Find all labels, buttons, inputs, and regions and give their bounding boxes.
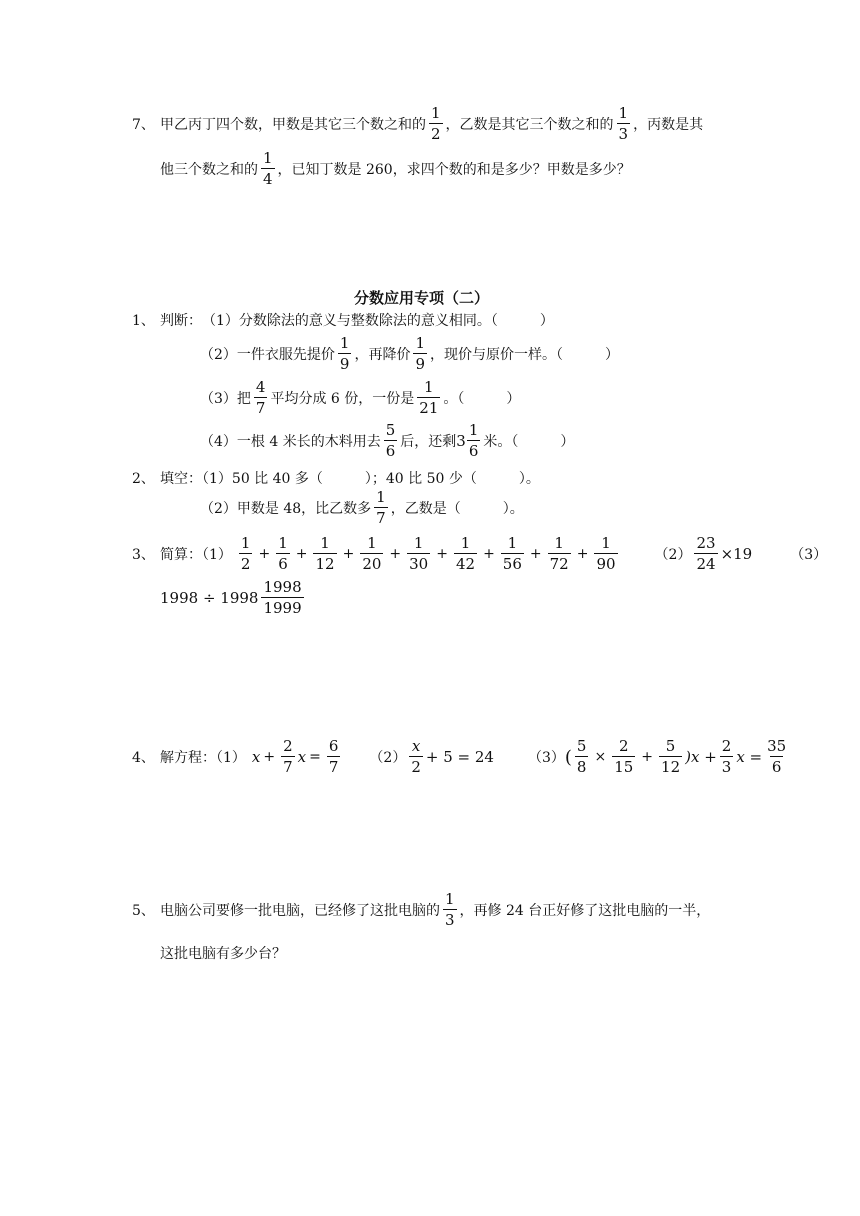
- q7-text-a: 甲乙丙丁四个数，甲数是其它三个数之和的: [160, 117, 426, 133]
- q1-s4-whole: 3: [456, 432, 466, 450]
- q1-s2-fraction-1: $\frac{1}{9}$: [339, 334, 350, 373]
- q3-term-numerator: 1: [367, 534, 377, 552]
- q4-e1-x: x: [251, 748, 261, 766]
- q4-e1-fraction: $\frac{2}{7}$: [283, 737, 293, 776]
- q4-e3-x-equals: x =: [736, 748, 763, 766]
- q3-part-2-text: ×19: [720, 545, 753, 563]
- q4-e2-text: + 5 = 24: [425, 748, 494, 766]
- q3-plus-sign: +: [483, 546, 495, 562]
- q1-s4-fraction-2: $\frac{1}{6}$: [468, 421, 479, 460]
- q7-fraction-3: $\frac{1}{4}$: [263, 149, 273, 188]
- q7-number: 7、: [132, 117, 155, 133]
- q1-label: 判断：: [160, 313, 202, 329]
- q7-text-e: ，已知丁数是 260，求四个数的和是多少？甲数是多少？: [277, 162, 631, 178]
- q1-s2-text-b: ，再降价: [354, 347, 411, 363]
- q1-line-2: [200, 336, 619, 372]
- q3-term-fraction: [407, 536, 430, 572]
- q2-s2-fraction: $\frac{1}{7}$: [376, 488, 386, 527]
- q2-line-1: [132, 468, 540, 488]
- q7-fraction-2: $\frac{1}{3}$: [618, 104, 629, 143]
- q4-number: 4、: [132, 750, 155, 766]
- q3-term-fraction: [594, 536, 617, 572]
- q4-e3-fraction-3: $\frac{5}{12}$: [661, 737, 681, 776]
- q3-term-numerator: 1: [240, 534, 251, 552]
- q7-fraction-1: $\frac{1}{2}$: [431, 104, 441, 143]
- q4-e3-fraction-1: $\frac{5}{8}$: [576, 737, 587, 776]
- q1-s3-text-c: 。（ ）: [443, 391, 521, 407]
- q3-term-numerator: 1: [413, 534, 424, 552]
- q3-part-2-label: （2）: [654, 547, 692, 563]
- q3-term-numerator: 1: [320, 534, 330, 552]
- q1-s3-text-b: 平均分成 6 份，一份是: [270, 391, 415, 407]
- q4-e3-fraction-4: $\frac{2}{3}$: [721, 737, 732, 776]
- q3-term-fraction: [239, 536, 253, 572]
- q1-s4-text-a: （4）一根 4 米长的木料用去: [200, 434, 381, 450]
- q1-s4-text-b: 后，还剩: [400, 434, 457, 450]
- q3-term-fraction: [313, 536, 336, 572]
- q4-line-1: [132, 739, 791, 775]
- q1-s4-mixed-number: [456, 423, 483, 459]
- q1-s2-fraction-2: $\frac{1}{9}$: [415, 334, 426, 373]
- q3-term-denominator: 56: [502, 555, 522, 573]
- q1-s3-fraction-2: $\frac{1}{21}$: [419, 378, 439, 417]
- q3-label: 简算：（1）: [160, 547, 232, 563]
- q1-s3-fraction-1: $\frac{4}{7}$: [255, 378, 266, 417]
- q3-term-fraction: [276, 536, 290, 572]
- q3-term-denominator: 42: [455, 555, 476, 573]
- q3-term-fraction: [501, 536, 524, 572]
- q4-e3-plus: +: [641, 749, 654, 765]
- q1-line-1: [132, 310, 554, 330]
- q3-term-fraction: [360, 536, 383, 572]
- q3-term-denominator: 12: [315, 555, 335, 573]
- q3-part-2-fraction: $\frac{23}{24}$: [696, 534, 716, 573]
- q1-statement-1: （1）分数除法的意义与整数除法的意义相同。（ ）: [202, 313, 554, 329]
- q4-e2-fraction: $\frac{x}{2}$: [411, 737, 421, 776]
- q3-plus-sign: +: [295, 546, 308, 562]
- q1-s2-text-c: ，现价与原价一样。（ ）: [430, 347, 620, 363]
- q4-e1-x2: x: [297, 748, 307, 766]
- q1-line-4: [200, 423, 574, 459]
- q5-text-b: ，再修 24 台正好修了这批电脑的一半，: [459, 903, 711, 919]
- q3-term-numerator: 1: [278, 534, 288, 552]
- q3-term-denominator: 20: [362, 555, 382, 573]
- q3-number: 3、: [132, 547, 155, 563]
- q4-e1-result: $\frac{6}{7}$: [328, 737, 339, 776]
- q3-part-3-label: （3）: [790, 547, 828, 563]
- q3-part-3-text: 1998 ÷ 1998: [160, 589, 259, 607]
- section-title: 分数应用专项（二）: [354, 289, 490, 307]
- q4-part-3-label: （3）: [527, 750, 565, 766]
- q3-part-3-fraction: $\frac{1998}{1999}$: [263, 578, 302, 617]
- q3-term-numerator: 1: [554, 534, 564, 552]
- q3-line-2: [160, 580, 307, 616]
- q3-term-denominator: 30: [409, 555, 429, 573]
- q7-line-1: [132, 106, 703, 142]
- q3-term-fraction: [454, 536, 477, 572]
- q1-s4-text-c: 米。（ ）: [483, 434, 575, 450]
- q3-line-1: [132, 536, 827, 572]
- q3-term-denominator: 72: [549, 555, 569, 573]
- q4-part-2-label: （2）: [369, 750, 407, 766]
- q5-fraction: $\frac{1}{3}$: [445, 890, 455, 929]
- q5-number: 5、: [132, 903, 155, 919]
- q5-text-c: 这批电脑有多少台？: [160, 946, 286, 962]
- q3-term-denominator: 90: [596, 555, 616, 573]
- q4-e3-fraction-2: $\frac{2}{15}$: [614, 737, 634, 776]
- q4-label: 解方程：（1）: [160, 750, 246, 766]
- q3-plus-sign: +: [389, 546, 402, 562]
- q7-text-b: ，乙数是其它三个数之和的: [445, 117, 614, 133]
- q3-term-numerator: 1: [507, 534, 518, 552]
- q3-sum-expression: [236, 536, 621, 572]
- q3-plus-sign: +: [529, 546, 542, 562]
- q5-line-2: [160, 943, 286, 963]
- q1-line-3: [200, 380, 520, 416]
- q3-plus-sign: +: [342, 546, 355, 562]
- q2-line-2: [200, 490, 524, 526]
- q1-s3-text-a: （3）把: [200, 391, 251, 407]
- q5-line-1: [132, 892, 710, 928]
- q2-s2-text-b: ，乙数是（ ）。: [390, 501, 524, 517]
- q2-statement-1: 填空：（1）50 比 40 多（ ）；40 比 50 少（ ）。: [160, 471, 540, 487]
- q3-term-numerator: 1: [601, 534, 611, 552]
- q1-s2-text-a: （2）一件衣服先提价: [200, 347, 335, 363]
- q2-s2-text-a: （2）甲数是 48，比乙数多: [200, 501, 372, 517]
- q5-text-a: 电脑公司要修一批电脑，已经修了这批电脑的: [160, 903, 440, 919]
- q2-number: 2、: [132, 471, 155, 487]
- q1-s4-fraction-1: $\frac{5}{6}$: [385, 421, 396, 460]
- q4-e1-equals: =: [309, 749, 321, 765]
- q3-plus-sign: +: [576, 546, 589, 562]
- q4-e3-result: $\frac{35}{6}$: [767, 737, 787, 776]
- q7-text-d: 他三个数之和的: [160, 162, 258, 178]
- q4-e3-open-paren: (: [564, 746, 572, 768]
- q3-plus-sign: +: [436, 546, 448, 562]
- q3-term-denominator: 2: [240, 555, 251, 573]
- q7-line-2: [160, 151, 631, 187]
- q3-term-numerator: 1: [460, 534, 471, 552]
- q4-e1-plus: +: [263, 749, 276, 765]
- q1-number: 1、: [132, 313, 155, 329]
- q4-e3-close: )x +: [685, 748, 717, 766]
- q3-term-fraction: [548, 536, 571, 572]
- q3-plus-sign: +: [258, 546, 271, 562]
- q4-e3-times: ×: [594, 749, 607, 765]
- q3-term-denominator: 6: [278, 555, 288, 573]
- q7-text-c: ，丙数是其: [633, 117, 704, 133]
